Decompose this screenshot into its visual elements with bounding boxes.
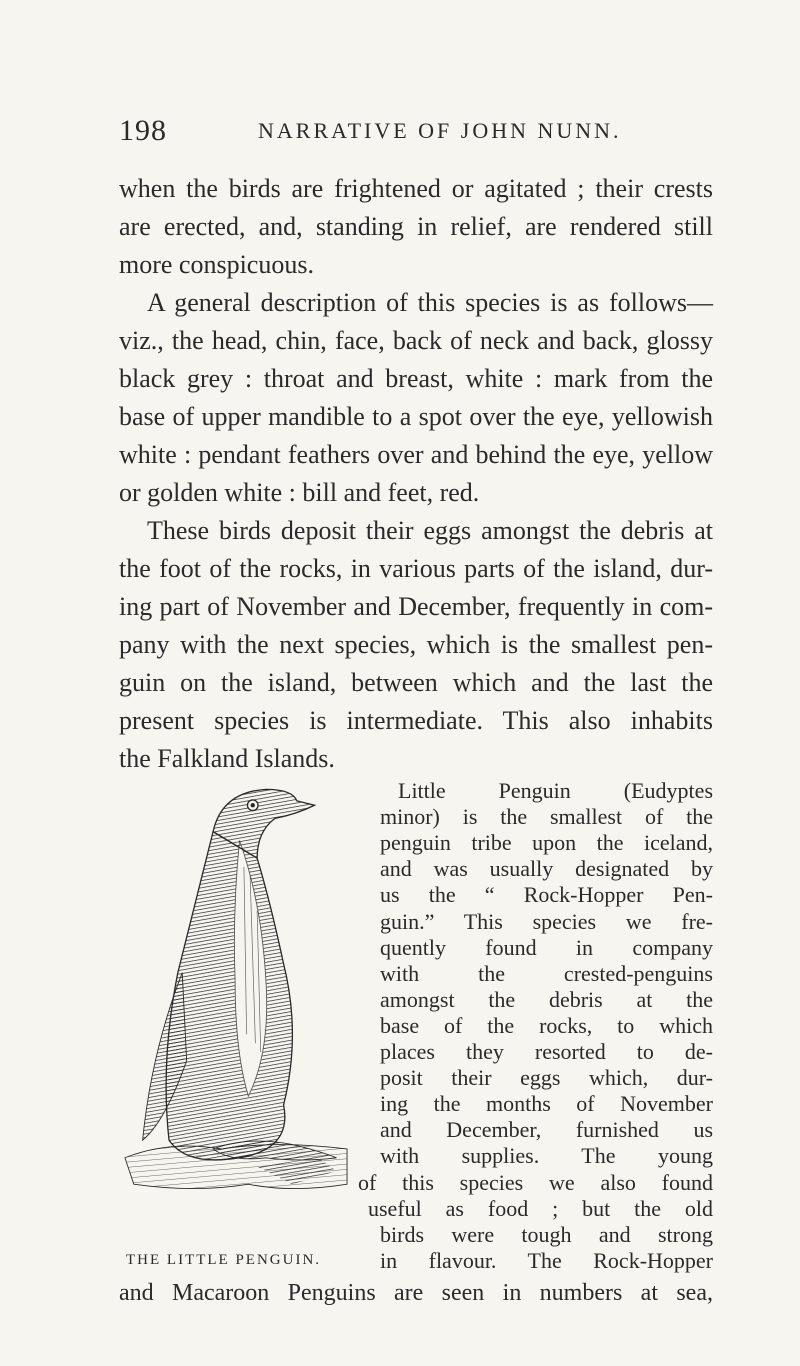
body-line: posit their eggs which, dur- xyxy=(380,1065,713,1091)
body-line: guin on the island, between which and the last the xyxy=(119,668,713,697)
body-line: base of upper mandible to a spot over the eye, yellowish xyxy=(119,402,713,431)
body-line: the Falkland Islands. xyxy=(119,744,335,773)
body-line: us the “ Rock-Hopper Pen- xyxy=(380,882,713,908)
body-line: present species is intermediate. This also inhabits xyxy=(119,706,713,735)
body-line: quently found in company xyxy=(380,934,713,960)
body-line: Little Penguin (Eudyptes xyxy=(398,778,713,803)
body-line: These birds deposit their eggs amongst the debris at xyxy=(147,516,713,545)
body-line: viz., the head, chin, face, back of neck and back, glossy xyxy=(119,326,713,355)
body-line: guin.” This species we fre- xyxy=(380,908,713,934)
body-line: A general description of this species is as follows— xyxy=(147,288,713,317)
body-line: and was usually designated by xyxy=(380,856,713,882)
body-line: base of the rocks, to which xyxy=(380,1012,713,1038)
penguin-engraving-icon xyxy=(100,770,372,1246)
body-line: in flavour. The Rock-Hopper xyxy=(380,1247,713,1273)
body-line: with the crested-penguins xyxy=(380,960,713,986)
body-line: useful as food ; but the old xyxy=(368,1195,713,1221)
body-line: and December, furnished us xyxy=(380,1117,713,1143)
body-line: ing the months of November xyxy=(380,1091,713,1117)
body-line: black grey : throat and breast, white : mark from the xyxy=(119,364,713,393)
body-line: pany with the next species, which is the smallest pen- xyxy=(119,630,713,659)
body-line: penguin tribe upon the iceland, xyxy=(380,830,713,856)
body-line: amongst the debris at the xyxy=(380,986,713,1012)
body-line: places they resorted to de- xyxy=(380,1039,713,1064)
body-line: with supplies. The young xyxy=(380,1143,713,1169)
body-line: are erected, and, standing in relief, are rendered still xyxy=(119,212,713,241)
body-line: when the birds are frightened or agitated ; their crests xyxy=(119,174,713,203)
page-number: 198 xyxy=(119,114,167,147)
figure-caption: THE LITTLE PENGUIN. xyxy=(126,1251,322,1268)
body-line: white : pendant feathers over and behind the eye, yellow xyxy=(119,440,713,469)
running-head: NARRATIVE OF JOHN NUNN. xyxy=(258,118,622,143)
body-line: of this species we also found xyxy=(358,1169,713,1195)
body-line: birds were tough and strong xyxy=(380,1221,713,1247)
body-line: or golden white : bill and feet, red. xyxy=(119,478,480,507)
body-line: and Macaroon Penguins are seen in numbers at sea, xyxy=(119,1279,713,1306)
body-line: minor) is the smallest of the xyxy=(380,804,713,830)
body-line: more conspicuous. xyxy=(119,250,314,279)
body-line: ing part of November and December, frequently in com- xyxy=(119,592,713,621)
body-line: the foot of the rocks, in various parts of the island, dur- xyxy=(119,554,713,583)
